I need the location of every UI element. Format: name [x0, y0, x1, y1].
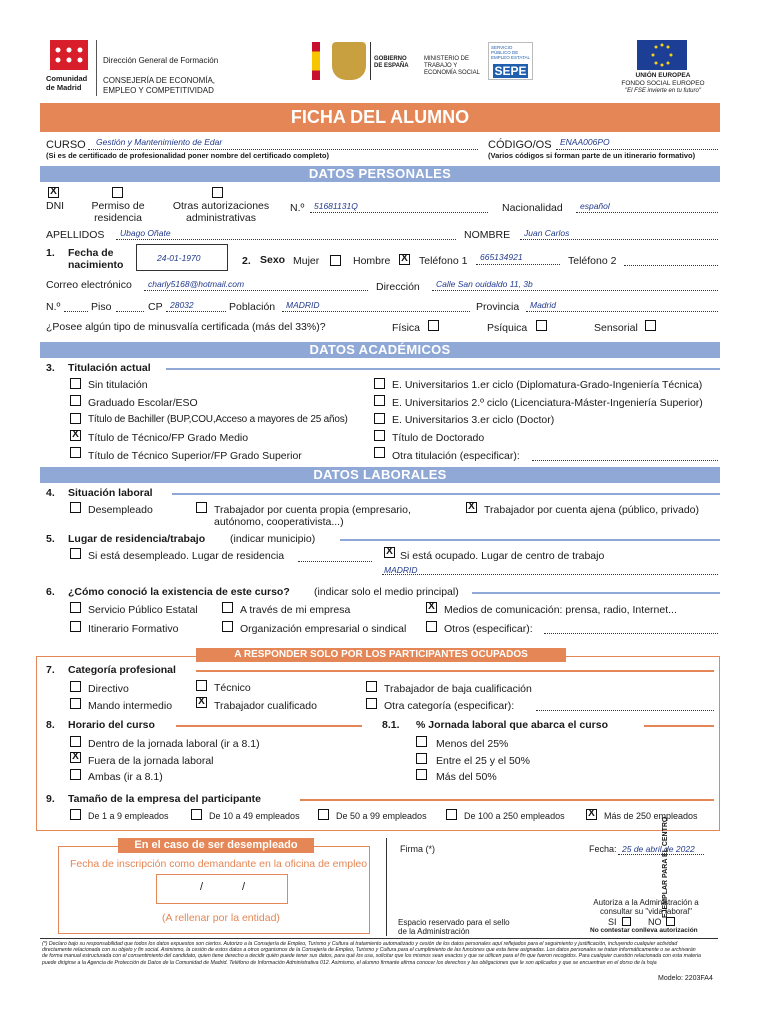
tam-label-2: De 50 a 99 empleados	[336, 811, 427, 821]
categoria-rule	[196, 670, 714, 672]
curso-note: (Si es de certificado de profesionalidad poner nombre del certificado completo)	[46, 151, 329, 160]
tit-right-label-3: Título de Doctorado	[392, 432, 485, 444]
piso-label: Piso	[91, 301, 112, 313]
no-field[interactable]	[64, 302, 88, 312]
gob-divider	[370, 42, 371, 80]
q6-number: 6.	[46, 586, 55, 598]
situacion-title: Situación laboral	[68, 487, 153, 499]
tit-left-checkbox-3[interactable]: X	[70, 430, 81, 441]
cp-label: CP	[148, 301, 163, 313]
tam-label-1: De 10 a 49 empleados	[209, 811, 300, 821]
situacion-rule	[172, 493, 720, 495]
jor-checkbox-0[interactable]	[416, 736, 427, 747]
como-label-0: Servicio Público Estatal	[88, 604, 198, 616]
propia-checkbox[interactable]	[196, 502, 207, 513]
ajena-checkbox[interactable]: X	[466, 502, 477, 513]
cat-label-0: Directivo	[88, 683, 129, 695]
lugar-rule	[340, 539, 720, 541]
hombre-label: Hombre	[353, 255, 391, 267]
footer-legal: (*) Declaro bajo su responsabilidad que todos los datos expuestos son ciertos. Autorizo a la Consejería de Empleo, Turismo y Cultura al tratamiento automatizado y cesión de los datos personales aquí reflejados para el seguimiento y justificación, incluyendo cualquier actividad directamente relacionada con su objeto y fin social. Asimismo, la cesión de estos datos a otros organismos de la Consejería de Empleo, Turismo y Cultura para el cumplimiento de las funciones que esta tiene asignadas. Los datos personales se tratan informáticamente o se archivarán de forma manual estructurada con el consentimiento del candidato, quien tiene derecho a decidir quién puede tener sus datos, para qué los usa, solicitar que los mismos sean exactos y que se utilicen para el fin que fueron recogidos. Para cualquier cuestión relacionada con esta materia puede dirigirse a la Agencia de Protección de Datos de la Comunidad de Madrid. Teléfono de Información Administrativa 012. Asimismo, el alumno firmante afirma conocer los derechos y las obligaciones que le son aplicados y que se encuentran en el dorso de la hoja	[42, 941, 701, 966]
tam-label-0: De 1 a 9 empleados	[88, 811, 169, 821]
tamano-rule	[300, 799, 714, 801]
correo-field[interactable]	[144, 278, 368, 291]
hombre-checkbox[interactable]: X	[399, 254, 410, 265]
horario-title: Horario del curso	[68, 719, 155, 731]
espacio-sello: Espacio reservado para el sello de la Administración	[398, 918, 510, 936]
cm-name: Comunidad de Madrid	[46, 74, 88, 92]
tel1-field[interactable]	[476, 251, 560, 265]
ocu-lugar-label: Si está ocupado. Lugar de centro de trabajo	[400, 550, 605, 562]
hor-label-2: Ambas (ir a 8.1)	[88, 771, 163, 783]
nac-label: Nacionalidad	[502, 202, 563, 214]
footer-divider	[40, 938, 718, 939]
q81-number: 8.1.	[382, 719, 400, 731]
correo-value: charly5168@hotmail.com	[148, 279, 245, 289]
eu-stars-icon	[637, 40, 687, 70]
nombre-value: Juan Carlos	[524, 228, 570, 238]
sepe-small: SERVICIO PÚBLICO DE EMPLEO ESTATAL	[491, 45, 531, 60]
si-checkbox[interactable]	[622, 917, 631, 926]
ocu-lugar-checkbox[interactable]: X	[384, 547, 395, 558]
fse-label: FONDO SOCIAL EUROPEO	[621, 80, 705, 87]
poblacion-field[interactable]	[282, 299, 470, 312]
firma-label: Firma (*)	[400, 844, 435, 854]
tam-checkbox-4[interactable]: X	[586, 809, 597, 820]
hor-checkbox-2[interactable]	[70, 769, 81, 780]
fecha-firma-label: Fecha:	[589, 844, 617, 854]
otras-checkbox[interactable]	[212, 187, 223, 198]
como-checkbox-1[interactable]	[222, 602, 233, 613]
como-label-3: Itinerario Formativo	[88, 623, 179, 635]
provincia-label: Provincia	[476, 301, 520, 313]
sensorial-label: Sensorial	[594, 322, 638, 334]
desempleado-checkbox[interactable]	[70, 502, 81, 513]
permiso-checkbox[interactable]	[112, 187, 123, 198]
como-label-5: Otros (especificar):	[444, 623, 533, 635]
minusvalia-question: ¿Posee algún tipo de minusvalía certificada (más del 33%)?	[46, 321, 326, 333]
tit-right-checkbox-1[interactable]	[374, 395, 385, 406]
tam-label-4: Más de 250 empleados	[604, 811, 698, 821]
no-checkbox[interactable]	[666, 917, 675, 926]
lugar-sub: (indicar municipio)	[230, 533, 316, 545]
tit-right-checkbox-3[interactable]	[374, 430, 385, 441]
codigo-label: CÓDIGO/OS	[488, 139, 552, 151]
jor-label-0: Menos del 25%	[436, 738, 509, 750]
page-title: FICHA DEL ALUMNO	[40, 103, 720, 132]
como-checkbox-0[interactable]	[70, 602, 81, 613]
dni-label: DNI	[46, 200, 65, 212]
tit-left-checkbox-2[interactable]	[70, 413, 81, 424]
q4-number: 4.	[46, 487, 55, 499]
poblacion-value: MADRID	[286, 300, 320, 310]
num-value: 51681131Q	[314, 201, 358, 211]
fecha-field[interactable]	[136, 244, 228, 271]
como-checkbox-3[interactable]	[70, 621, 81, 632]
q3-number: 3.	[46, 362, 55, 374]
hor-checkbox-1[interactable]: X	[70, 752, 81, 763]
codigo-value: ENAA006PO	[560, 137, 610, 147]
jornada-rule	[644, 725, 714, 727]
spain-flag	[312, 42, 320, 80]
fisica-label: Física	[392, 322, 421, 334]
tit-left-label-3: Título de Técnico/FP Grado Medio	[88, 432, 249, 444]
des-lugar-checkbox[interactable]	[70, 548, 81, 559]
dni-checkbox[interactable]: X	[48, 187, 59, 198]
num-label: N.º	[290, 202, 305, 214]
como-title: ¿Cómo conoció la existencia de este curso?	[68, 586, 290, 598]
tit-left-label-0: Sin titulación	[88, 379, 148, 391]
codigo-note: (Varios códigos si forman parte de un itinerario formativo)	[488, 151, 696, 160]
permiso-label: Permiso de residencia	[91, 200, 145, 224]
cat-otra-field[interactable]	[536, 703, 714, 711]
cat-label-1: Técnico	[214, 682, 251, 694]
tam-checkbox-2[interactable]	[318, 809, 329, 820]
header-divider	[96, 40, 97, 96]
jor-checkbox-2[interactable]	[416, 769, 427, 780]
ejemplar-label: EJEMPLAR PARA EL CENTRO	[662, 816, 669, 918]
slash-1: /	[200, 881, 204, 893]
como-checkbox-2[interactable]: X	[426, 602, 437, 613]
si-label: SI	[608, 917, 617, 927]
stars-icon	[50, 40, 88, 70]
tit-right-checkbox-0[interactable]	[374, 378, 385, 389]
q5-number: 5.	[46, 533, 55, 545]
codigo-field[interactable]	[556, 136, 718, 150]
direccion-label: Dirección	[376, 281, 420, 293]
curso-label: CURSO	[46, 139, 86, 151]
nac-value: español	[580, 201, 610, 211]
rellenar-label: (A rellenar por la entidad)	[162, 912, 280, 924]
propia-label: Trabajador por cuenta propia (empresario, autónomo, cooperativista...)	[214, 504, 411, 528]
cat-checkbox-5[interactable]	[366, 698, 377, 709]
cp-value: 28032	[170, 300, 194, 310]
poblacion-label: Población	[229, 301, 276, 313]
apellidos-label: APELLIDOS	[46, 229, 105, 241]
correo-label: Correo electrónico	[46, 279, 132, 291]
piso-field[interactable]	[116, 302, 144, 312]
cat-label-4: Trabajador cualificado	[214, 700, 317, 712]
psiquica-label: Psíquica	[487, 322, 528, 334]
lugar-title: Lugar de residencia/trabajo	[68, 533, 206, 545]
tit-right-checkbox-2[interactable]	[374, 413, 385, 424]
fecha-label: Fecha de nacimiento	[68, 247, 124, 271]
nombre-field[interactable]	[520, 227, 718, 240]
tit-right-checkbox-4[interactable]	[374, 447, 385, 458]
section-datos-laborales: DATOS LABORALES	[40, 467, 720, 483]
tit-right-label-2: E. Universitarios 3.er ciclo (Doctor)	[392, 414, 555, 426]
titulacion-title: Titulación actual	[68, 362, 151, 374]
fecha-firma-value: 25 de abril de 2022	[622, 844, 695, 854]
nac-field[interactable]	[576, 200, 718, 213]
gob-text: GOBIERNO DE ESPAÑA	[374, 56, 409, 69]
curso-value: Gestión y Mantenimiento de Edar	[96, 137, 223, 147]
cat-checkbox-3[interactable]	[70, 698, 81, 709]
ocu-lugar-field[interactable]	[382, 564, 718, 575]
fisica-checkbox[interactable]	[428, 320, 439, 331]
des-lugar-label: Si está desempleado. Lugar de residencia	[88, 550, 285, 562]
sensorial-checkbox[interactable]	[645, 320, 656, 331]
ocu-lugar-value: MADRID	[384, 565, 418, 575]
spain-shield-icon	[332, 42, 366, 80]
no-label: N.º	[46, 301, 61, 313]
ocupados-header: A RESPONDER SOLO POR LOS PARTICIPANTES OCUPADOS	[196, 648, 566, 662]
provincia-value: Madrid	[530, 300, 556, 310]
otra-titulacion-field[interactable]	[532, 452, 718, 461]
jor-label-1: Entre el 25 y el 50%	[436, 755, 530, 767]
como-sub: (indicar solo el medio principal)	[314, 586, 459, 598]
como-label-2: Medios de comunicación: prensa, radio, Internet...	[444, 604, 677, 616]
ministerio: MINISTERIO DE TRABAJO Y ECONOMÍA SOCIAL	[424, 56, 481, 76]
fecha-insc-field[interactable]	[156, 874, 288, 904]
jor-checkbox-1[interactable]	[416, 753, 427, 764]
tam-checkbox-0[interactable]	[70, 809, 81, 820]
cat-label-2: Trabajador de baja cualificación	[384, 683, 532, 695]
dir-general: Dirección General de Formación	[103, 56, 219, 65]
eu-flag	[637, 40, 687, 70]
como-label-4: Organización empresarial o sindical	[240, 623, 407, 635]
modelo-label: Modelo: 2203FA4	[658, 975, 713, 982]
q7-number: 7.	[46, 664, 55, 676]
curso-field[interactable]	[88, 136, 478, 150]
sepe-logo	[488, 42, 533, 80]
tit-left-label-2: Título de Bachiller (BUP,COU,Acceso a mayores de 25 años)	[88, 414, 348, 425]
jor-label-2: Más del 50%	[436, 771, 497, 783]
tit-left-label-4: Título de Técnico Superior/FP Grado Superior	[88, 450, 302, 462]
hor-checkbox-0[interactable]	[70, 736, 81, 747]
no-autoriza-label: NO	[648, 917, 662, 927]
como-label-1: A través de mi empresa	[240, 604, 351, 616]
q9-number: 9.	[46, 793, 55, 805]
apellidos-field[interactable]	[116, 227, 456, 240]
jornada-title: % Jornada laboral que abarca el curso	[416, 719, 608, 731]
sepe-text: SEPE	[494, 64, 527, 78]
tit-left-checkbox-1[interactable]	[70, 395, 81, 406]
fecha-value: 24-01-1970	[157, 253, 201, 263]
sexo-label: Sexo	[260, 254, 286, 266]
tel2-field[interactable]	[624, 256, 718, 266]
slash-2: /	[242, 881, 246, 893]
cm-logo	[50, 40, 88, 70]
cat-checkbox-0[interactable]	[70, 681, 81, 692]
tam-checkbox-1[interactable]	[191, 809, 202, 820]
section-datos-personales: DATOS PERSONALES	[40, 166, 720, 182]
como-checkbox-4[interactable]	[222, 621, 233, 632]
tit-right-label-0: E. Universitarios 1.er ciclo (Diplomatura-Grado-Ingeniería Técnica)	[392, 379, 703, 391]
como-otros-field[interactable]	[544, 625, 718, 634]
num-field[interactable]	[310, 200, 488, 213]
firma-divider	[386, 838, 387, 936]
desempleo-header: En el caso de ser desempleado	[118, 838, 314, 853]
conserjeria: CONSEJERÍA DE ECONOMÍA, EMPLEO Y COMPETITIVIDAD	[103, 76, 216, 95]
apellidos-value: Ubago Oñate	[120, 228, 171, 238]
nombre-label: NOMBRE	[464, 229, 511, 241]
direccion-value: Calle San ouidaldo 11, 3b	[436, 279, 533, 289]
horario-rule	[176, 725, 362, 727]
tit-right-label-4: Otra titulación (especificar):	[392, 450, 520, 462]
hor-label-0: Dentro de la jornada laboral (ir a 8.1)	[88, 738, 260, 750]
q2-number: 2.	[242, 255, 251, 267]
tit-right-label-1: E. Universitarios 2.º ciclo (Licenciatura-Máster-Ingeniería Superior)	[392, 397, 703, 409]
hor-label-1: Fuera de la jornada laboral	[88, 755, 214, 767]
cat-checkbox-2[interactable]	[366, 681, 377, 692]
fecha-insc-label: Fecha de inscripción como demandante en la oficina de empleo	[70, 858, 368, 870]
fse-motto: "El FSE invierte en tu futuro"	[625, 88, 701, 94]
categoria-title: Categoría profesional	[68, 664, 176, 676]
ajena-label: Trabajador por cuenta ajena (público, privado)	[484, 504, 699, 516]
otras-label: Otras autorizaciones administrativas	[172, 200, 270, 224]
mujer-checkbox[interactable]	[330, 255, 341, 266]
section-datos-academicos: DATOS ACADÉMICOS	[40, 342, 720, 358]
des-lugar-field[interactable]	[298, 552, 372, 562]
mujer-label: Mujer	[293, 255, 320, 267]
no-contestar: No contestar conlleva autorización	[590, 927, 698, 934]
direccion-field[interactable]	[432, 278, 718, 291]
tit-left-label-1: Graduado Escolar/ESO	[88, 397, 198, 409]
tam-checkbox-3[interactable]	[446, 809, 457, 820]
q1-number: 1.	[46, 247, 55, 259]
cat-checkbox-4[interactable]: X	[196, 697, 207, 708]
tel1-label: Teléfono 1	[419, 255, 468, 267]
cat-label-5: Otra categoría (especificar):	[384, 700, 515, 712]
q8-number: 8.	[46, 719, 55, 731]
tit-left-checkbox-4[interactable]	[70, 447, 81, 458]
desempleado-label: Desempleado	[88, 504, 153, 516]
psiquica-checkbox[interactable]	[536, 320, 547, 331]
cat-label-3: Mando intermedio	[88, 700, 173, 712]
titulacion-rule	[166, 368, 720, 370]
tel1-value: 665134921	[480, 252, 523, 262]
cat-checkbox-1[interactable]	[196, 680, 207, 691]
fecha-firma-field[interactable]	[618, 843, 704, 855]
como-checkbox-5[interactable]	[426, 621, 437, 632]
ue-label: UNIÓN EUROPEA	[635, 72, 691, 79]
cp-field[interactable]	[166, 299, 226, 312]
tit-left-checkbox-0[interactable]	[70, 378, 81, 389]
provincia-field[interactable]	[526, 299, 718, 312]
tel2-label: Teléfono 2	[568, 255, 617, 267]
autoriza-label: Autoriza a la Administración a consultar su "vida laboral"	[593, 898, 699, 916]
tamano-title: Tamaño de la empresa del participante	[68, 793, 261, 805]
como-rule	[472, 592, 720, 594]
tam-label-3: De 100 a 250 empleados	[464, 811, 565, 821]
